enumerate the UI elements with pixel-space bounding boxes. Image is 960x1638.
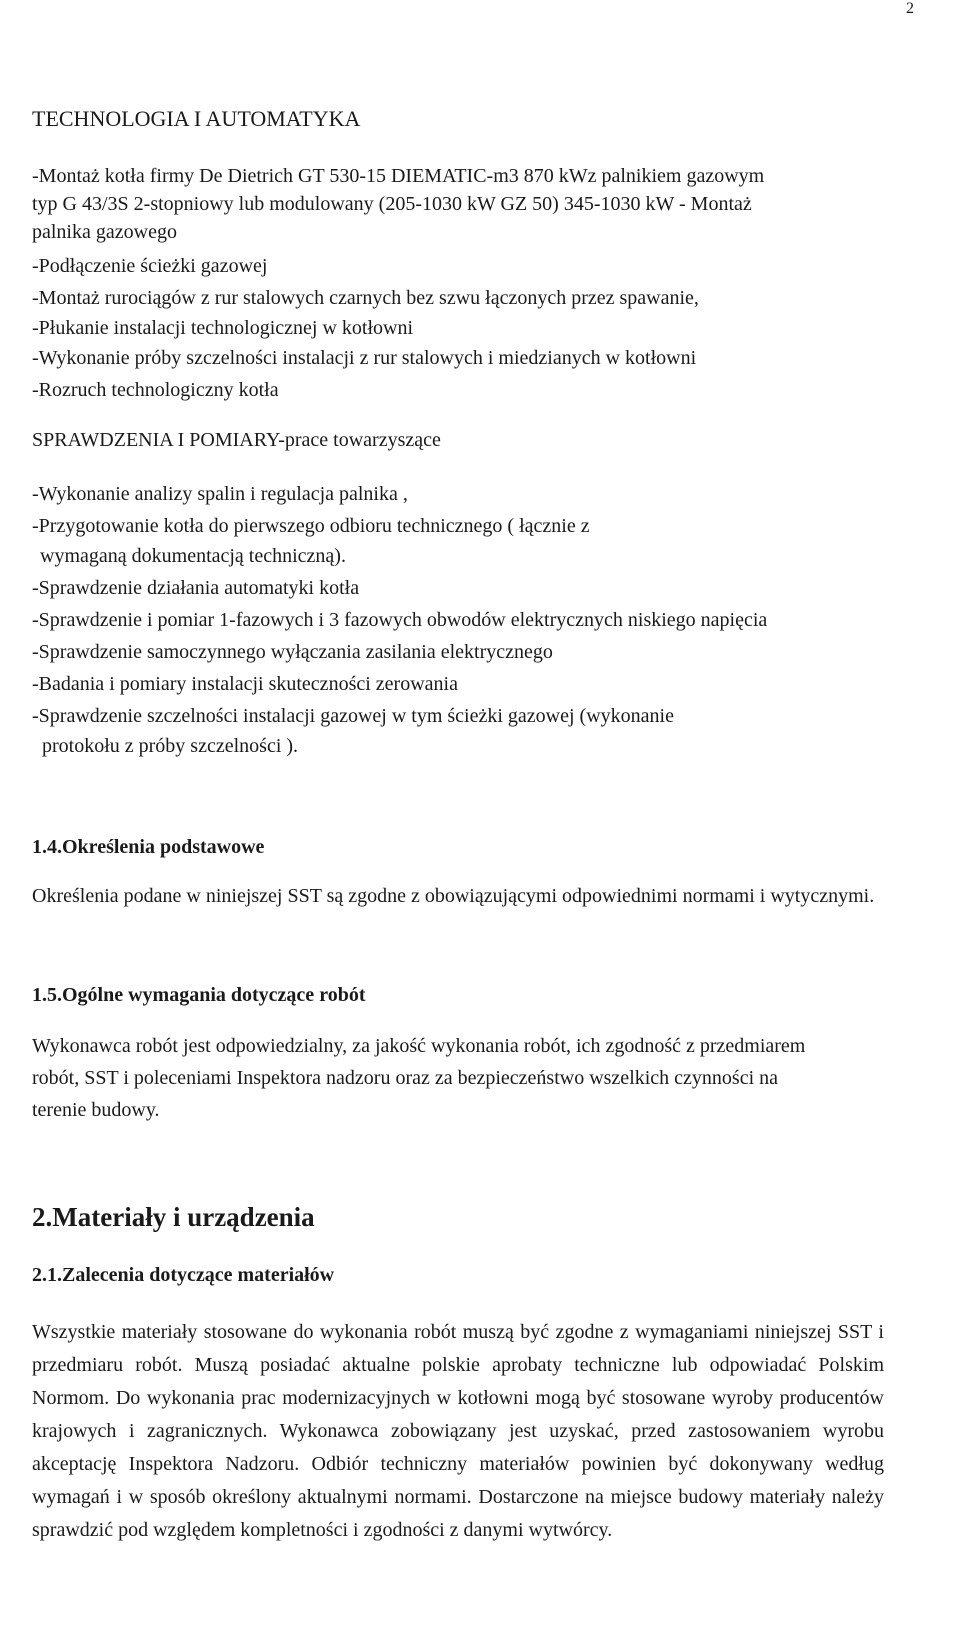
section-heading-2-1 — [32, 1264, 334, 1287]
section-number: 1.4. — [32, 836, 62, 858]
section-heading-2 — [32, 1202, 315, 1233]
list-item: -Montaż rurociągów z rur stalowych czarnych bez szwu łączonych przez spawanie, — [32, 287, 699, 309]
list-item: -Sprawdzenie i pomiar 1-fazowych i 3 fazowych obwodów elektrycznych niskiego napięcia — [32, 609, 768, 631]
list-item: -Sprawdzenie działania automatyki kotła — [32, 577, 360, 599]
list-item: wymaganą dokumentacją techniczną). — [40, 545, 346, 567]
page-number: 2 — [906, 0, 914, 17]
section-title: Ogólne wymagania dotyczące robót — [62, 984, 366, 1006]
list-item: -Przygotowanie kotła do pierwszego odbioru technicznego ( łącznie z — [32, 515, 590, 537]
section-title: Określenia podstawowe — [62, 836, 265, 858]
section-heading-checks: SPRAWDZENIA I POMIARY-prace towarzyszące — [32, 429, 441, 451]
list-item: -Podłączenie ścieżki gazowej — [32, 255, 268, 277]
list-item: -Montaż kotła firmy De Dietrich GT 530-15 DIEMATIC-m3 870 kWz palnikiem gazowym — [32, 165, 765, 187]
section-title: Materiały i urządzenia — [52, 1202, 315, 1232]
section-heading-1-5 — [32, 984, 366, 1007]
section-heading-1-4 — [32, 836, 264, 859]
list-item: -Wykonanie analizy spalin i regulacja palnika , — [32, 483, 408, 505]
list-item: -Płukanie instalacji technologicznej w kotłowni — [32, 317, 414, 339]
section-text-1-5: Wykonawca robót jest odpowiedzialny, za jakość wykonania robót, ich zgodność z przedmiarem robót, SST i poleceniami Inspektora nadzoru oraz za bezpieczeństwo wszelkich czynności na terenie budowy. — [32, 1035, 806, 1121]
section-title: Zalecenia dotyczące materiałów — [62, 1264, 335, 1286]
section-number: 1.5. — [32, 984, 62, 1006]
section-text-2-1: Wszystkie materiały stosowane do wykonania robót muszą być zgodne z wymaganiami niniejszej SST i przedmiaru robót. Muszą posiadać aktualne polskie aprobaty techniczne lub odpowiadać Polskim Normom. Do wykonania prac modernizacyjnych w kotłowni mogą być stosowane wyroby producentów krajowych i zagranicznych. Wykonawca zobowiązany jest uzyskać, przed zastosowaniem wyrobu akceptację Inspektora Nadzoru. Odbiór techniczny materiałów powinien być dokonywany według wymagań i w sposób określony aktualnymi normami. Dostarczone na miejsce budowy materiały należy sprawdzić pod względem kompletności i zgodności z danymi wytwórcy. — [32, 1321, 884, 1541]
list-item: -Sprawdzenie szczelności instalacji gazowej w tym ścieżki gazowej (wykonanie — [32, 705, 674, 727]
list-item: -Badania i pomiary instalacji skuteczności zerowania — [32, 673, 458, 695]
list-item: protokołu z próby szczelności ). — [42, 735, 299, 757]
list-item: -Wykonanie próby szczelności instalacji z rur stalowych i miedzianych w kotłowni — [32, 347, 697, 369]
section-heading-technology: TECHNOLOGIA I AUTOMATYKA — [32, 106, 361, 131]
section-number: 2. — [32, 1202, 53, 1232]
section-number: 2.1. — [32, 1264, 62, 1286]
list-item: palnika gazowego — [32, 221, 177, 243]
section-text-1-4: Określenia podane w niniejszej SST są zgodne z obowiązującymi odpowiednimi normami i wytycznymi. — [32, 885, 875, 907]
list-item: -Sprawdzenie samoczynnego wyłączania zasilania elektrycznego — [32, 641, 553, 663]
list-item: typ G 43/3S 2-stopniowy lub modulowany (205-1030 kW GZ 50) 345-1030 kW - Montaż — [32, 193, 752, 215]
list-item: -Rozruch technologiczny kotła — [32, 379, 279, 401]
